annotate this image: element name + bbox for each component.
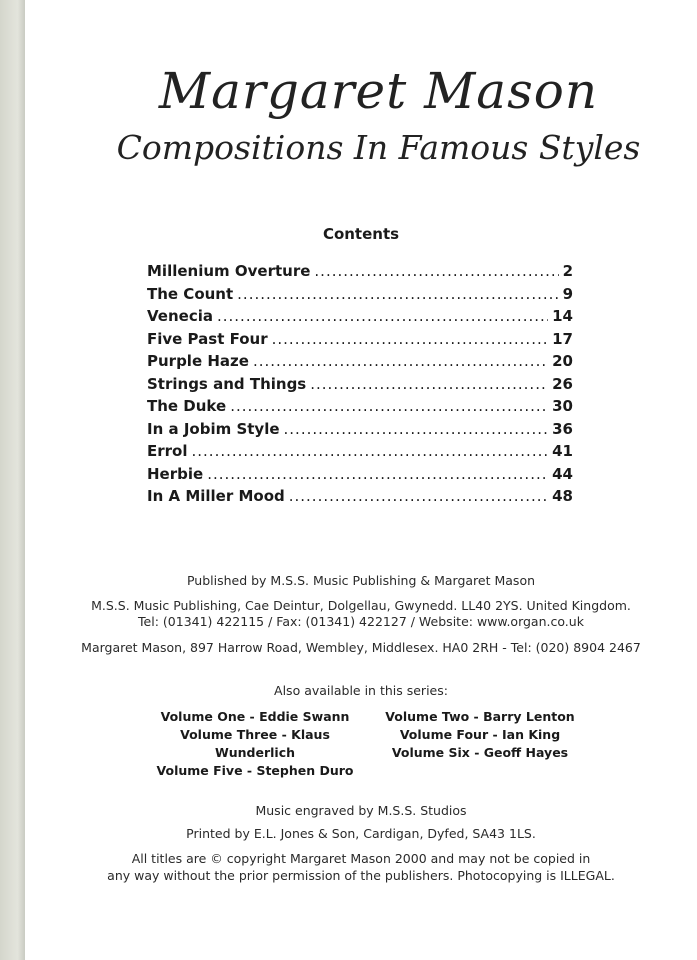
toc-entry [147,442,573,465]
toc-leader-dots [289,487,548,505]
toc-page-number: 41 [552,442,573,460]
toc-page-number: 20 [552,352,573,370]
series-item: Volume Six - Geoff Hayes [391,745,569,760]
toc-entry [147,397,573,420]
toc-leader-dots [284,420,549,438]
toc-page-number: 2 [562,262,573,280]
toc-page-number: 17 [552,329,573,348]
series-heading: Also available in this series: [274,683,448,698]
copyright-line-2: any way without the prior permission of the publishers. Photocopying is ILLEGAL. [107,868,615,883]
toc-title: Millenium Overture [147,262,311,280]
toc-leader-dots [314,262,558,280]
toc-title: Errol [147,442,188,460]
toc-entry [147,420,573,443]
toc-entry [147,352,573,375]
toc-entry [147,375,573,398]
toc-title: Herbie [147,464,204,483]
series-item: Volume Four - Ian King [399,727,561,742]
publisher-address: M.S.S. Music Publishing, Cae Deintur, Dolgellau, Gwynedd. LL40 2YS. United Kingdom. [91,598,631,613]
series-item: Volume Five - Stephen Duro [156,763,354,778]
toc-title: Five Past Four [147,329,268,348]
toc-page-number: 26 [552,374,573,393]
toc-page-number: 44 [552,464,573,483]
toc-page-number: 14 [552,307,573,325]
toc-title: In a Jobim Style [147,419,280,438]
series-item: Volume One - Eddie Swann [160,709,350,724]
publisher-contact: Tel: (01341) 422115 / Fax: (01341) 422127 / Website: www.organ.co.uk [138,614,584,629]
toc-leader-dots [230,397,548,415]
series-item: Volume Three - Klaus Wunderlich [180,727,330,760]
toc-entry [147,330,573,353]
page-binding-edge [0,0,25,960]
toc-leader-dots [272,330,549,348]
engraved-by: Music engraved by M.S.S. Studios [255,803,467,818]
toc-title: Venecia [147,307,213,325]
toc-leader-dots [217,307,548,325]
table-of-contents [147,262,573,510]
book-subtitle: Compositions In Famous Styles [116,128,641,167]
toc-entry [147,285,573,308]
toc-entry [147,307,573,330]
toc-title: The Count [147,284,234,303]
toc-leader-dots [253,352,548,370]
toc-entry [147,487,573,510]
toc-leader-dots [207,465,548,483]
series-left-column [140,708,370,780]
toc-title: Purple Haze [147,352,249,370]
toc-page-number: 30 [552,397,573,415]
toc-page-number: 9 [562,284,573,303]
toc-title: Strings and Things [147,374,307,393]
toc-leader-dots [192,442,549,460]
book-title: Margaret Mason [158,62,599,120]
toc-leader-dots [237,285,558,303]
toc-entry [147,262,573,285]
contents-heading: Contents [322,225,400,243]
copyright-line-1: All titles are © copyright Margaret Mason 2000 and may not be copied in [131,851,591,866]
toc-title: The Duke [147,397,227,415]
toc-page-number: 36 [552,419,573,438]
toc-entry [147,465,573,488]
series-right-column [375,708,585,762]
toc-leader-dots [310,375,548,393]
toc-page-number: 48 [552,487,573,505]
series-item: Volume Two - Barry Lenton [385,709,575,724]
printed-by: Printed by E.L. Jones & Son, Cardigan, Dyfed, SA43 1LS. [186,826,536,841]
author-address: Margaret Mason, 897 Harrow Road, Wembley, Middlesex. HA0 2RH - Tel: (020) 8904 2467 [81,640,641,655]
published-by: Published by M.S.S. Music Publishing & Margaret Mason [186,573,536,588]
toc-title: In A Miller Mood [147,487,285,505]
